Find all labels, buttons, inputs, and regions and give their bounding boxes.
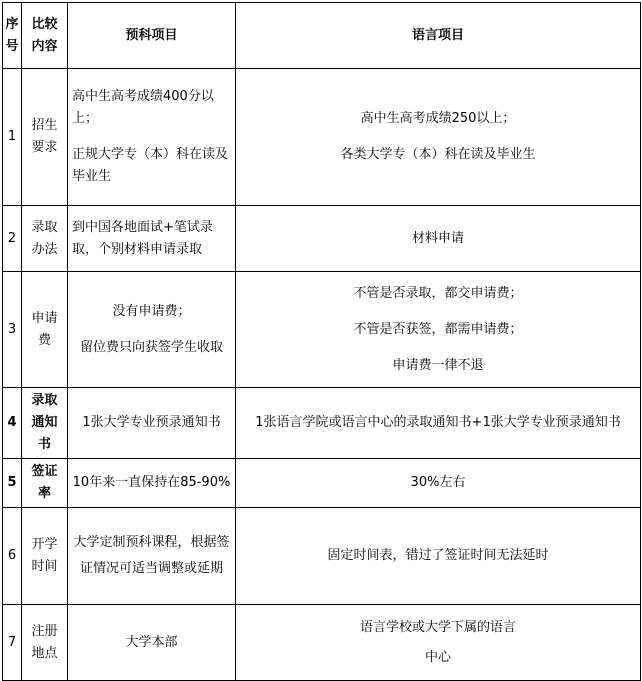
- row-item: 开学时间: [22, 508, 68, 605]
- row-num: 7: [3, 605, 22, 681]
- row-prep: [68, 69, 236, 206]
- cell-line: 没有申请费；: [112, 303, 191, 319]
- row-prep: [68, 206, 236, 272]
- cell-line: 1张语言学院或语言中心的录取通知书+1张大学专业预录通知书: [255, 415, 621, 430]
- row-prep: [68, 508, 236, 605]
- row-num: 1: [3, 69, 22, 206]
- header-lang: 语言项目: [236, 3, 641, 69]
- row-lang: [236, 459, 641, 508]
- row-lang: [236, 69, 641, 206]
- table-row: [3, 272, 641, 388]
- row-lang: [236, 272, 641, 388]
- cell-line: 各类大学专（本）科在读及毕业生: [340, 147, 536, 162]
- cell-line: 留位费只向获签学生收取: [79, 339, 223, 355]
- cell-line: 到中国各地面试+笔试录取，个别材料申请录取: [72, 219, 213, 257]
- row-num: 6: [3, 508, 22, 605]
- row-lang: [236, 508, 641, 605]
- table-row: [3, 605, 641, 681]
- table-row: [3, 206, 641, 272]
- cell-line: 不管是否录取，都交申请费；: [353, 285, 523, 301]
- cell-line: 固定时间表，错过了签证时间无法延时: [327, 548, 549, 563]
- row-prep: [68, 605, 236, 681]
- table-row: [3, 508, 641, 605]
- cell-line: 大学定制预科课程，根据签证情况可适当调整或延期: [73, 535, 230, 576]
- row-num: 3: [3, 272, 22, 388]
- row-item: 招生要求: [22, 69, 68, 206]
- row-lang: [236, 388, 641, 459]
- row-item: 录取通知书: [22, 388, 68, 459]
- table-row: [3, 69, 641, 206]
- cell-line: 高中生高考成绩250以上；: [360, 111, 516, 126]
- row-item: 录取办法: [22, 206, 68, 272]
- row-prep: [68, 459, 236, 508]
- cell-line: 大学本部: [125, 634, 178, 650]
- table-row: [3, 459, 641, 508]
- cell-line: 语言学校或大学下属的语言中心: [359, 619, 516, 665]
- row-num: 2: [3, 206, 22, 272]
- row-lang: [236, 605, 641, 681]
- header-num: 序号: [3, 3, 22, 69]
- row-num: 5: [3, 459, 22, 508]
- cell-line: 申请费一律不退: [392, 357, 484, 373]
- cell-line: 30%左右: [410, 475, 466, 490]
- comparison-table: [2, 2, 641, 681]
- cell-line: 不管是否获签，都需申请费；: [353, 321, 523, 337]
- cell-line: 10年来一直保持在85-90%: [72, 475, 231, 490]
- row-item: 签证率: [22, 459, 68, 508]
- cell-line: 正规大学专（本）科在读及毕业生: [72, 147, 229, 184]
- cell-line: 高中生高考成绩400分以上；: [72, 89, 214, 126]
- row-num: 4: [3, 388, 22, 459]
- header-row: [3, 3, 641, 69]
- row-item: 注册地点: [22, 605, 68, 681]
- row-prep: [68, 388, 236, 459]
- row-lang: [236, 206, 641, 272]
- row-item: 申请费: [22, 272, 68, 388]
- table-row: [3, 388, 641, 459]
- header-prep: 预科项目: [68, 3, 236, 69]
- cell-line: 材料申请: [411, 230, 464, 246]
- cell-line: 1张大学专业预录通知书: [82, 415, 221, 430]
- header-item: 比较内容: [22, 3, 68, 69]
- row-prep: [68, 272, 236, 388]
